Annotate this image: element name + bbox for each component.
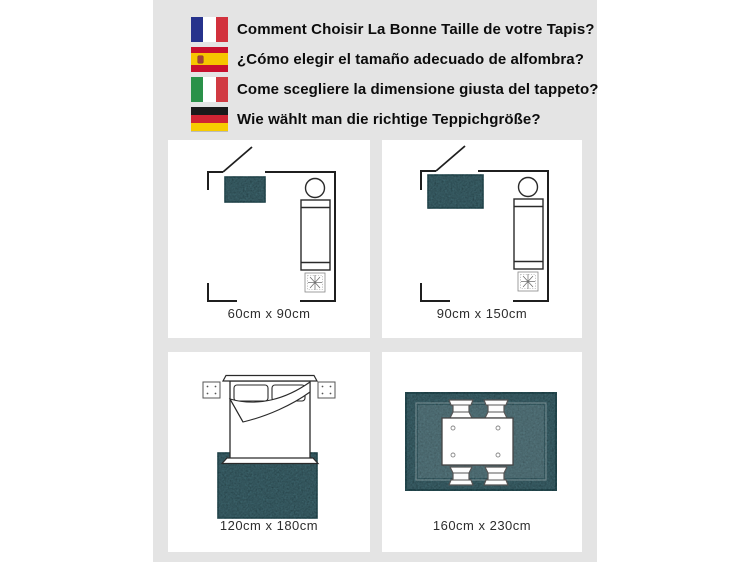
headboard	[223, 376, 317, 382]
size-label-160x230: 160cm x 230cm	[432, 518, 532, 533]
panel-rug-60x90	[168, 140, 370, 338]
size-label-120x180: 120cm x 180cm	[219, 518, 319, 533]
size-label-90x150: 90cm x 150cm	[436, 306, 528, 321]
header-text-italian: Come scegliere la dimensione giusta del tappeto?	[237, 80, 599, 98]
console-furniture	[514, 199, 543, 269]
dining-chair-top-left	[449, 400, 473, 418]
nightstand-right	[318, 382, 335, 398]
spain-flag-icon	[191, 47, 228, 72]
dining-chair-bottom-right	[484, 467, 508, 485]
dining-chair-bottom-left	[449, 467, 473, 485]
rug-60x90	[225, 177, 265, 202]
germany-flag-icon	[191, 107, 228, 132]
potted-plant-icon	[518, 272, 538, 291]
header-row-italian	[191, 76, 599, 102]
header-row-spanish	[191, 46, 599, 72]
multilingual-header	[191, 16, 599, 132]
italy-flag-icon	[191, 77, 228, 102]
header-text-german: Wie wählt man die richtige Teppichgröße?	[237, 110, 541, 128]
dining-chair-top-right	[484, 400, 508, 418]
panel-rug-90x150	[382, 140, 582, 338]
round-side-table	[519, 178, 538, 197]
header-row-french	[191, 16, 599, 42]
header-text-spanish: ¿Cómo elegir el tamaño adecuado de alfombra?	[237, 50, 584, 68]
potted-plant-icon	[305, 273, 325, 292]
footboard	[222, 458, 318, 464]
nightstand-left	[203, 382, 220, 398]
bed	[222, 376, 318, 464]
infographic-frame	[153, 0, 597, 562]
round-side-table	[306, 179, 325, 198]
panel-rug-160x230	[382, 352, 582, 552]
header-text-french: Comment Choisir La Bonne Taille de votre Tapis?	[237, 20, 595, 38]
france-flag-icon	[191, 17, 228, 42]
panel-rug-120x180	[168, 352, 370, 552]
dining-table	[442, 418, 513, 465]
console-furniture	[301, 200, 330, 270]
rug-90x150	[428, 175, 483, 208]
door-swing-line	[436, 146, 465, 171]
size-label-60x90: 60cm x 90cm	[227, 306, 311, 321]
header-row-german	[191, 106, 599, 132]
spain-coat-of-arms	[198, 56, 203, 63]
door-swing-line	[223, 147, 252, 172]
pillow-left	[234, 385, 268, 401]
